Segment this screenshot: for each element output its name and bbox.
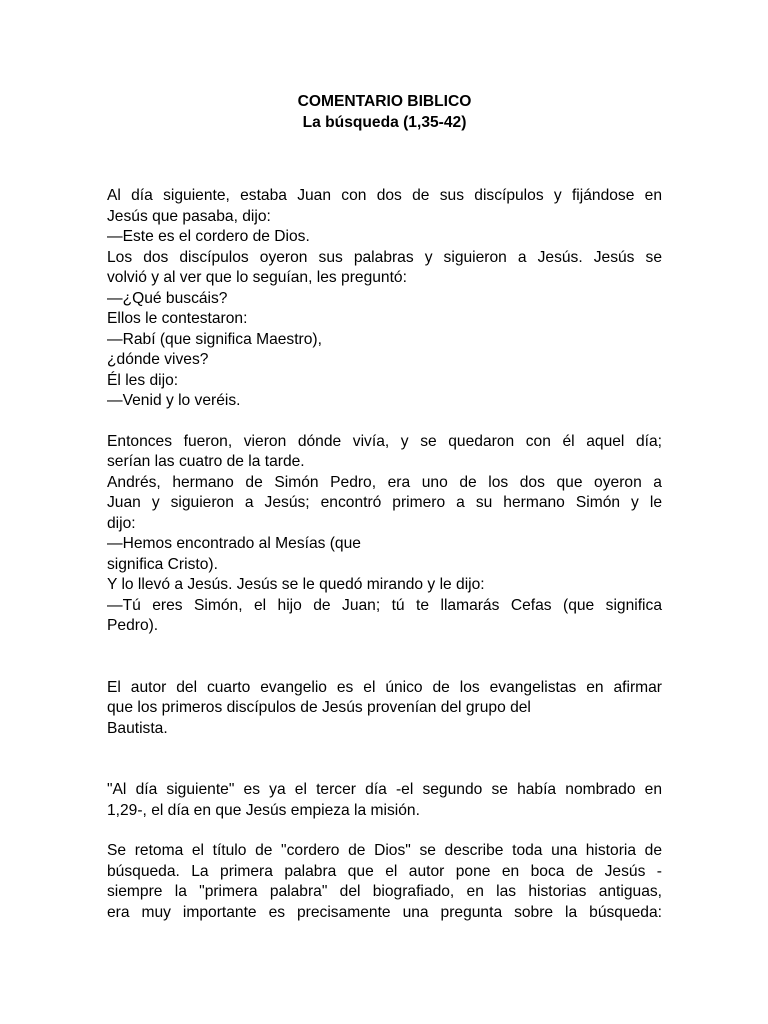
paragraph-4 [107,780,662,821]
text-line: Pedro). [107,617,159,634]
text-line: Andrés, hermano de Simón Pedro, era uno de los dos que oyeron a [107,473,662,491]
text-line: Al día siguiente, estaba Juan con dos de sus discípulos y fijándose en [107,187,662,204]
spacer [107,739,662,780]
paragraph-2 [107,432,662,637]
document-page [107,92,662,923]
text-line: significa Cristo). [107,555,218,573]
text-line: Se retoma el título de "cordero de Dios" se describe toda una historia de [107,842,662,859]
paragraph-1 [107,186,662,412]
text-line: serían las cuatro de la tarde. [107,453,305,470]
text-line: —Este es el cordero de Dios. [107,228,310,245]
text-line: búsqueda. La primera palabra que el autor pone en boca de Jesús - [107,862,662,880]
text-line: dijo: [107,514,136,532]
text-line: Entonces fueron, vieron dónde vivía, y se quedaron con él aquel día; [107,432,662,450]
text-line: "Al día siguiente" es ya el tercer día -el segundo se había nombrado en [107,781,662,798]
spacer [107,821,662,841]
paragraph-3 [107,678,662,740]
text-line: —Rabí (que significa Maestro), [107,330,322,348]
text-line: ¿dónde vives? [107,351,209,368]
text-line: —Venid y lo veréis. [107,392,241,409]
text-line: que los primeros discípulos de Jesús provenían del grupo del [107,699,531,716]
document-subtitle: La búsqueda (1,35-42) [302,113,467,131]
text-line: —Hemos encontrado al Mesías (que [107,535,361,552]
text-line: Ellos le contestaron: [107,310,248,327]
text-line: 1,29-, el día en que Jesús empieza la misión. [107,801,420,819]
spacer [107,412,662,432]
text-line: Y lo llevó a Jesús. Jesús se le quedó mirando y le dijo: [107,576,485,593]
text-line: Los dos discípulos oyeron sus palabras y siguieron a Jesús. Jesús se [107,248,662,266]
text-line: volvió y al ver que lo seguían, les preguntó: [107,269,407,286]
text-line: —¿Qué buscáis? [107,289,228,307]
text-line: Bautista. [107,719,168,737]
document-title: COMENTARIO BIBLICO [297,93,472,110]
text-line: siempre la "primera palabra" del biografiado, en las historias antiguas, [107,883,662,900]
text-line: Jesús que pasaba, dijo: [107,207,271,225]
text-line: Él les dijo: [107,371,179,389]
text-line: —Tú eres Simón, el hijo de Juan; tú te llamarás Cefas (que significa [107,596,662,614]
paragraph-5 [107,841,662,923]
text-line: Juan y siguieron a Jesús; encontró primero a su hermano Simón y le [107,494,662,511]
spacer [107,637,662,678]
text-line: El autor del cuarto evangelio es el único de los evangelistas en afirmar [107,678,662,696]
text-line: era muy importante es precisamente una pregunta sobre la búsqueda: [107,903,662,921]
spacer [107,133,662,186]
